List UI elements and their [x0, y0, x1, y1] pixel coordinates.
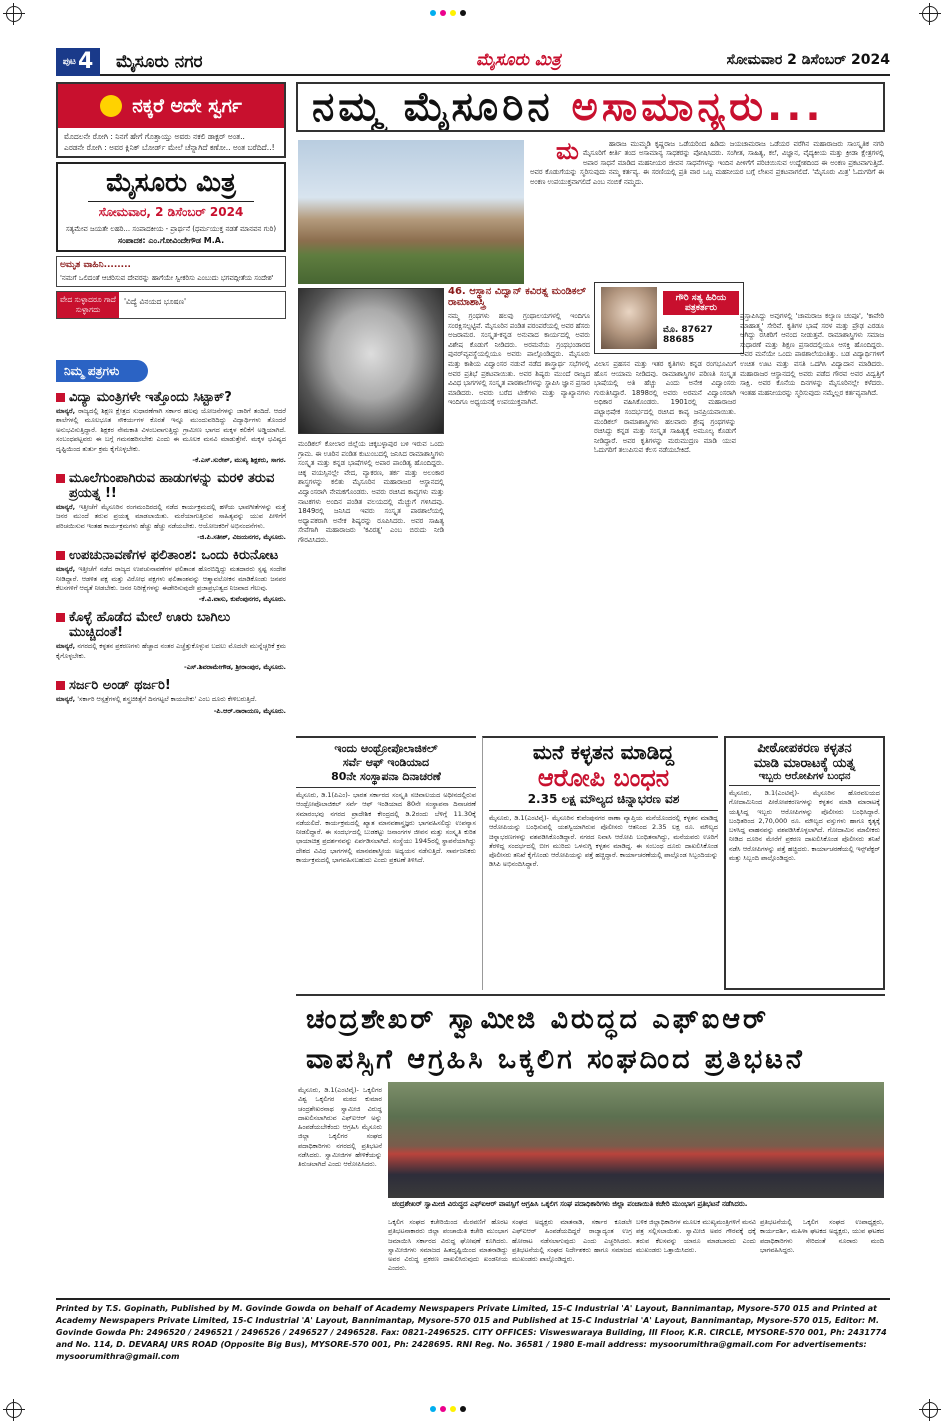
page-number-badge: $^{ಪುಟ}$4: [56, 48, 100, 76]
registration-mark: [6, 6, 22, 22]
story-theft: [482, 736, 718, 990]
masthead-box: [56, 162, 286, 252]
furniture-subtitle: ಇಬ್ಬರು ಆರೋಪಿಗಳ ಬಂಧನ: [729, 771, 880, 786]
protest-headline: [296, 994, 885, 1080]
letter-title: ಸರ್ಜರಿ ಅಂಡ್ ಥರ್ಜರಿ!: [69, 678, 171, 694]
laughing-face-icon: [100, 95, 122, 117]
feature-column-3: ವಿಲಾಸ ಪ್ರಹಸನ ಮತ್ತು ಇತರ ಕೃತಿಗಳು ಕನ್ನಡ ರಂಗಭೂಮಿಗೆ ಹೊಸ ಆಯಾಮ ನೀಡಿದವು. ರಾಮಾಶಾಸ್ತ್ರಿಗಳ ಪರಿಣತಿ ಸಂಸ್ಕೃತ ಭಾಷೆಯಲ್ಲಿ ಅತಿ ಹೆಚ್ಚು ಎಂದು ಅನೇಕ ವಿದ್ವಾಂಸರು ಗುರುತಿಸಿದ್ದಾರೆ. 1898ರಲ್ಲಿ ಅವರು ಅರಮನೆ ವಿದ್ವಾಂಸರಾಗಿ ಅಧಿಕಾರ ವಹಿಸಿಕೊಂಡರು. 1901ರಲ್ಲಿ ಮಹಾರಾಜರ ಪಟ್ಟಾಭಿಷೇಕ ಸಂದರ್ಭದಲ್ಲಿ ರಚಿಸಿದ ಕಾವ್ಯ ಜನಪ್ರಿಯವಾಯಿತು. ಮಂಡಿಕಲ್ ರಾಮಾಶಾಸ್ತ್ರಿಗಳು ಹಲವಾರು ಶ್ರೇಷ್ಠ ಗ್ರಂಥಗಳನ್ನು ರಚಿಸಿದ್ದು ಕನ್ನಡ ಮತ್ತು ಸಂಸ್ಕೃತ ಸಾಹಿತ್ಯಕ್ಕೆ ಅಮೂಲ್ಯ ಕೊಡುಗೆ ನೀಡಿದ್ದಾರೆ. ಅವರ ಕೃತಿಗಳನ್ನು ಮರುಮುದ್ರಣ ಮಾಡಿ ಯುವ ಓದುಗರಿಗೆ ತಲುಪಿಸುವ ಕೆಲಸ ನಡೆಯಬೇಕಿದೆ.: [594, 360, 736, 455]
section-name: ಮೈಸೂರು ನಗರ: [116, 52, 203, 72]
letter-item: [56, 610, 286, 672]
protest-photo: [388, 1082, 884, 1198]
feature-column-4: ಪ್ರಸ್ತಾಪಿಸಿದ್ದು ಅವುಗಳಲ್ಲಿ 'ಚಾಮರಾಜ ಕಲ್ಯಾಣ ಚಂಪೂ', 'ಕಾವೇರಿ ಮಾಹಾತ್ಮ್ಯ' ಸೇರಿವೆ. ಕೃತಿಗಳ ಭಾಷೆ ಸರಳ ಮತ್ತು ಪ್ರೌಢ ಎರಡೂ ಆಗಿದ್ದು ರಸಿಕರಿಗೆ ಆನಂದ ನೀಡುತ್ತವೆ. ರಾಮಾಶಾಸ್ತ್ರಿಗಳು ಸಮಾಜ ಸುಧಾರಣೆ ಮತ್ತು ಶಿಕ್ಷಣ ಪ್ರಸಾರದಲ್ಲಿಯೂ ಆಸಕ್ತಿ ಹೊಂದಿದ್ದರು. ಅವರ ಮನೆಯೇ ಒಂದು ಪಾಠಶಾಲೆಯಂತಿತ್ತು. ಬಡ ವಿದ್ಯಾರ್ಥಿಗಳಿಗೆ ಉಚಿತ ಊಟ ಮತ್ತು ವಸತಿ ಒದಗಿಸಿ ವಿದ್ಯಾದಾನ ಮಾಡಿದರು. ಮಹಾರಾಜರ ಆಸ್ಥಾನದಲ್ಲಿ ಅವರು ಪಡೆದ ಗೌರವ ಅವರ ವಿದ್ವತ್ತಿಗೆ ಸಾಕ್ಷಿ. ಅವರ ಕೊನೆಯ ದಿನಗಳನ್ನು ಮೈಸೂರಿನಲ್ಲೇ ಕಳೆದರು. ಇಂತಹ ಮಹನೀಯರನ್ನು ಸ್ಮರಿಸುವುದು ನಮ್ಮೆಲ್ಲರ ಕರ್ತವ್ಯವಾಗಿದೆ.: [740, 312, 884, 397]
amrutha-title: ಅಮೃತ ವಾಹಿನಿ........: [60, 260, 131, 270]
masthead-date: ಸೋಮವಾರ, 2 ಡಿಸೆಂಬರ್ 2024: [98, 205, 244, 219]
protest-headline-1: ಚಂದ್ರಶೇಖರ್ ಸ್ವಾಮೀಜಿ ವಿರುದ್ಧದ ಎಫ್‌ಐಆರ್: [306, 1004, 770, 1035]
letter-title: ಉಪಚುನಾವಣೆಗಳ ಫಲಿತಾಂಶ: ಒಂದು ಕಿರುನೋಟ: [69, 548, 279, 564]
feature-intro: [530, 140, 884, 286]
registration-mark: [922, 6, 938, 22]
protest-column-d: ಪ್ರತಿಭಟನೆಯಲ್ಲಿ ಒಕ್ಕಲಿಗ ಸಂಘದ ಉಪಾಧ್ಯಕ್ಷರು, ಕಾರ್ಯದರ್ಶಿ, ಮಹಿಳಾ ಘಟಕದ ಅಧ್ಯಕ್ಷರು, ಯುವ ಘಟಕದ ಪದಾಧಿಕಾರಿಗಳು ಸೇರಿದಂತೆ ನೂರಾರು ಮಂದಿ ಭಾಗವಹಿಸಿದ್ದರು.: [760, 1218, 884, 1254]
story-survey: [296, 736, 476, 990]
proverb-text: 'ವಿದ್ಯೆ ವಿನಯದ ಭೂಷಣ': [124, 297, 187, 306]
letter-salute: ಮಾನ್ಯರೆ,: [56, 565, 76, 574]
protest-column-c: ಬಳಿಕ ಜಿಲ್ಲಾಧಿಕಾರಿಗಳ ಮೂಲಕ ಮುಖ್ಯಮಂತ್ರಿಗಳಿಗೆ ಮನವಿ ಪತ್ರ ಸಲ್ಲಿಸಲಾಯಿತು. ಸ್ವಾಮೀಜಿ ಅವರ ಗೌರವಕ್ಕೆ ಧಕ್ಕೆ ತರುವ ಕೆಲಸವನ್ನು ಯಾರೂ ಮಾಡಬಾರದು ಎಂದು ಮುಖಂಡರು ಒತ್ತಾಯಿಸಿದರು.: [636, 1218, 756, 1254]
letter-salute: ಮಾನ್ಯರೆ,: [56, 642, 76, 651]
bullet-square-icon: [56, 474, 65, 483]
feature-intro-text: ಹಾರಾಜ ಮುಮ್ಮಡಿ ಕೃಷ್ಣರಾಜ ಒಡೆಯರಿಂದ ಹಿಡಿದು ಜಯಚಾಮರಾಜ ಒಡೆಯರ ವರೆಗಿನ ಮಹಾರಾಜರು ಸಾಂಸ್ಕೃತಿಕ ನಗರಿ ಮೈಸೂರಿಗೆ ಕೀರ್ತಿ ತಂದ ಅಸಾಮಾನ್ಯ ಸಾಧಕರನ್ನು ಪೋಷಿಸಿದರು. ಸಂಗೀತ, ಸಾಹಿತ್ಯ, ಕಲೆ, ವಿಜ್ಞಾನ, ವೈದ್ಯಕೀಯ ಮತ್ತು ಕ್ರೀಡಾ ಕ್ಷೇತ್ರಗಳಲ್ಲಿ ಅಪಾರ ಸಾಧನೆ ಮಾಡಿದ ಮಹನೀಯರ ಜೀವನ ಸಾಧನೆಗಳನ್ನು ಇಂದಿನ ಪೀಳಿಗೆಗೆ ಪರಿಚಯಿಸುವ ಉದ್ದೇಶದಿಂದ ಈ ಅಂಕಣ ಪ್ರಕಟವಾಗುತ್ತಿದೆ. ಅವರ ಕೊಡುಗೆಯನ್ನು ಸ್ಮರಿಸುವುದು ನಮ್ಮ ಕರ್ತವ್ಯ. ಈ ಸರಣಿಯಲ್ಲಿ ಪ್ರತಿ ವಾರ ಒಬ್ಬ ಮಹನೀಯರ ಬಗ್ಗೆ ಲೇಖನ ಪ್ರಕಟವಾಗಲಿದೆ. 'ಮೈಸೂರು ಮಿತ್ರ' ಓದುಗರಿಗೆ ಈ ಅಂಕಣ ಉಪಯುಕ್ತವಾಗಲಿದೆ ಎಂಬ ನಂಬಿಕೆ ನಮ್ಮದು.: [530, 140, 884, 186]
masthead-logo: ಮೈಸೂರು ಮಿತ್ರ: [88, 164, 254, 202]
paper-name: ಮೈಸೂರು ಮಿತ್ರ: [476, 50, 561, 70]
theft-title-2: ಆರೋಪಿ ಬಂಧನ: [537, 764, 670, 792]
feature-headline-red: ಅಸಾಮಾನ್ಯರು...: [571, 84, 825, 130]
feature-headline-black: ನಮ್ಮ ಮೈಸೂರಿನ: [312, 84, 554, 130]
feature-headline: [296, 82, 885, 132]
letter-signature: -ಪಿ.ಆರ್.ನಾರಾಯಣ, ಮೈಸೂರು.: [213, 706, 286, 715]
letter-salute: ಮಾನ್ಯರೆ,: [56, 503, 76, 512]
survey-title-3: 80ನೇ ಸಂಸ್ಥಾಪನಾ ದಿನಾಚರಣೆ: [296, 770, 476, 788]
letter-signature: -ಕೆ.ಎಸ್.ಸುರೇಶ್, ಮುಖ್ಯ ಶಿಕ್ಷಕರು, ಸಾಗರ.: [192, 456, 286, 465]
theft-title-1: ಮನೆ ಕಳ್ಳತನ ಮಾಡಿದ್ದ: [532, 740, 675, 764]
author-name: ಗೌರಿ ಸತ್ಯ ಹಿರಿಯ ಪತ್ರಕರ್ತರು: [663, 291, 739, 315]
furniture-title-1: ಪೀಠೋಪಕರಣ ಕಳ್ಳತನ: [757, 741, 852, 756]
story-furniture-theft: [724, 736, 885, 990]
letter-body: ರಾಜ್ಯದಲ್ಲಿ ಶಿಕ್ಷಣ ಕ್ಷೇತ್ರದ ಸುಧಾರಣೆಗಾಗಿ ಸರ್ಕಾರ ಹಲವು ಯೋಜನೆಗಳನ್ನು ಜಾರಿಗೆ ತಂದಿದೆ. ಆದರೆ ಶಾಲೆಗಳಲ್ಲಿ ಮೂಲಭೂತ ಸೌಕರ್ಯಗಳ ಕೊರತೆ ಇನ್ನೂ ಮುಂದುವರಿದಿದ್ದು ವಿದ್ಯಾರ್ಥಿಗಳು ತೊಂದರೆ ಅನುಭವಿಸುತ್ತಿದ್ದಾರೆ. ಶಿಕ್ಷಕರ ನೇಮಕಾತಿ ವಿಳಂಬವಾಗುತ್ತಿದ್ದು ಗ್ರಾಮೀಣ ಭಾಗದ ಮಕ್ಕಳ ಕಲಿಕೆಗೆ ಅಡ್ಡಿಯಾಗಿದೆ. ಸಂಬಂಧಪಟ್ಟವರು ಈ ಬಗ್ಗೆ ಗಮನಹರಿಸಬೇಕು ಎಂದು ಈ ಮೂಲಕ ಮನವಿ ಮಾಡುತ್ತೇನೆ. ಮಕ್ಕಳ ಭವಿಷ್ಯದ ದೃಷ್ಟಿಯಿಂದ ತುರ್ತು ಕ್ರಮ ಕೈಗೊಳ್ಳಬೇಕು.: [56, 407, 286, 453]
survey-body: ಮೈಸೂರು, ಡಿ.1(ಪಿಎಂ)- ಭಾರತ ಸರ್ಕಾರದ ಸಂಸ್ಕೃತಿ ಸಚಿವಾಲಯದ ಅಧೀನದಲ್ಲಿರುವ ಆಂಥ್ರೋಪೊಲಾಜಿಕಲ್ ಸರ್ವೆ ಆಫ್ ಇಂಡಿಯಾದ 80ನೇ ಸಂಸ್ಥಾಪನಾ ದಿನಾಚರಣೆ ಸಮಾರಂಭವು ನಗರದ ಪ್ರಾದೇಶಿಕ ಕೇಂದ್ರದಲ್ಲಿ ಡಿ.2ರಂದು ಬೆಳಿಗ್ಗೆ 11.30ಕ್ಕೆ ನಡೆಯಲಿದೆ. ಕಾರ್ಯಕ್ರಮದಲ್ಲಿ ಖ್ಯಾತ ಮಾನವಶಾಸ್ತ್ರಜ್ಞರು ಭಾಗವಹಿಸಲಿದ್ದು ಉಪನ್ಯಾಸ ನೀಡಲಿದ್ದಾರೆ. ಈ ಸಂದರ್ಭದಲ್ಲಿ ಬುಡಕಟ್ಟು ಜನಾಂಗಗಳ ಜೀವನ ಮತ್ತು ಸಂಸ್ಕೃತಿ ಕುರಿತ ಛಾಯಾಚಿತ್ರ ಪ್ರದರ್ಶನವನ್ನು ಏರ್ಪಡಿಸಲಾಗಿದೆ. ಸಂಸ್ಥೆಯು 1945ರಲ್ಲಿ ಸ್ಥಾಪನೆಯಾಗಿದ್ದು ದೇಶದ ವಿವಿಧ ಭಾಗಗಳಲ್ಲಿ ಮಾನವಶಾಸ್ತ್ರೀಯ ಅಧ್ಯಯನ ನಡೆಸುತ್ತಿದೆ. ಸಾರ್ವಜನಿಕರು ಕಾರ್ಯಕ್ರಮದಲ್ಲಿ ಭಾಗವಹಿಸಬಹುದು ಎಂದು ಪ್ರಕಟಣೆ ತಿಳಿಸಿದೆ.: [296, 791, 476, 865]
bullet-square-icon: [56, 551, 65, 560]
letter-body: ನಗರದಲ್ಲಿ ಕಳ್ಳತನ ಪ್ರಕರಣಗಳು ಹೆಚ್ಚಾದ ನಂತರ ಎಚ್ಚೆತ್ತುಕೊಳ್ಳುವ ಬದಲು ಮೊದಲೇ ಮುನ್ನೆಚ್ಚರಿಕೆ ಕ್ರಮ ಕೈಗೊಳ್ಳಬೇಕು.: [56, 642, 286, 660]
bullet-square-icon: [56, 681, 65, 690]
letter-salute: ಮಾನ್ಯರೆ,: [56, 695, 76, 704]
proverb-label: ವೇದ ಸುಳ್ಳಾದರೂ ಗಾದೆ ಸುಳ್ಳಾಗದು: [57, 292, 119, 318]
humour-banner: [58, 84, 284, 128]
author-box: [594, 282, 744, 354]
drop-cap: ಮ: [556, 140, 579, 165]
feature-column-1: ಮಂಡಿಕಲ್ ಕೋಲಾರ ಜಿಲ್ಲೆಯ ಚಿಕ್ಕಬಳ್ಳಾಪುರ ಬಳಿ ಇರುವ ಒಂದು ಗ್ರಾಮ. ಈ ಊರಿನ ಪಂಡಿತ ಕುಟುಂಬದಲ್ಲಿ ಜನಿಸಿದ ರಾಮಾಶಾಸ್ತ್ರಿಗಳು ಸಂಸ್ಕೃತ ಮತ್ತು ಕನ್ನಡ ಭಾಷೆಗಳಲ್ಲಿ ಅಪಾರ ಪಾಂಡಿತ್ಯ ಹೊಂದಿದ್ದರು. ಚಿಕ್ಕ ವಯಸ್ಸಿನಲ್ಲೇ ವೇದ, ವ್ಯಾಕರಣ, ತರ್ಕ ಮತ್ತು ಅಲಂಕಾರ ಶಾಸ್ತ್ರಗಳನ್ನು ಕಲಿತು ಮೈಸೂರಿನ ಮಹಾರಾಜರ ಆಸ್ಥಾನದಲ್ಲಿ ವಿದ್ವಾಂಸರಾಗಿ ನೇಮಕಗೊಂಡರು. ಅವರು ರಚಿಸಿದ ಕಾವ್ಯಗಳು ಮತ್ತು ನಾಟಕಗಳು ಅಂದಿನ ಪಂಡಿತ ವಲಯದಲ್ಲಿ ಮೆಚ್ಚುಗೆ ಗಳಿಸಿದವು. 1849ರಲ್ಲಿ ಜನಿಸಿದ ಇವರು ಸಂಸ್ಕೃತ ಪಾಠಶಾಲೆಯಲ್ಲಿ ಅಧ್ಯಾಪಕರಾಗಿ ಅನೇಕ ಶಿಷ್ಯರನ್ನು ರೂಪಿಸಿದರು. ಅವರ ಸಾಹಿತ್ಯ ಸೇವೆಗಾಗಿ ಮಹಾರಾಜರು 'ಕವಿರತ್ನ' ಎಂಬ ಬಿರುದು ನೀಡಿ ಗೌರವಿಸಿದರು.: [298, 440, 444, 544]
protest-photo-caption: ಚಂದ್ರಶೇಖರ್ ಸ್ವಾಮೀಜಿ ವಿರುದ್ಧದ ಎಫ್‌ಐಆರ್ ವಾಪಸ್ಸಿಗೆ ಆಗ್ರಹಿಸಿ ಒಕ್ಕಲಿಗ ಸಂಘ ಪದಾಧಿಕಾರಿಗಳು ಜಿಲ್ಲಾ ಪಂಚಾಯಿತಿ ಕಚೇರಿ ಮುಂಭಾಗ ಪ್ರತಿಭಟನೆ ನಡೆಸಿದರು.: [392, 1200, 748, 1208]
dialogue-line: ಎರಡನೇ ರೋಗಿ : ಅವರ ಕ್ಲಿನಿಕ್ ಬೋರ್ಡ್‌ ಮೇಲೆ ಚೆನ್ನಾಗಿದೆ ಕಣೋ.. ಅಂತ ಬರೆದಿದೆ..!: [64, 143, 275, 152]
letter-title: ವಿದ್ಯಾ ಮಂತ್ರಿಗಳೇ ಇತ್ತೊಂದು ಸಿಟ್ಟಾಕ್?: [69, 390, 232, 405]
registration-mark: [922, 1402, 938, 1418]
letter-body: ಇತ್ತೀಚೆಗೆ ನಡೆದ ರಾಜ್ಯದ ಉಪಚುನಾವಣೆಗಳ ಫಲಿತಾಂಶ ಹೊರಬಿದ್ದಿದ್ದು ಮತದಾರರು ಸ್ಪಷ್ಟ ಸಂದೇಶ ನೀಡಿದ್ದಾರೆ. ಆಡಳಿತ ಪಕ್ಷ ಮತ್ತು ವಿರೋಧ ಪಕ್ಷಗಳು ಫಲಿತಾಂಶವನ್ನು ಆತ್ಮಾವಲೋಕನ ಮಾಡಿಕೊಂಡು ಜನಪರ ಕೆಲಸಗಳಿಗೆ ಆದ್ಯತೆ ನೀಡಬೇಕು. ಜನರ ನಿರೀಕ್ಷೆಗಳನ್ನು ಈಡೇರಿಸುವುದೇ ಪ್ರಜಾಪ್ರಭುತ್ವದ ನಿಜವಾದ ಗೆಲುವು.: [56, 565, 286, 593]
furniture-title-2: ಮಾಡಿ ಮಾರಾಟಕ್ಕೆ ಯತ್ನ: [753, 756, 856, 771]
letter-signature: -ಜಿ.ಪಿ.ಸತೀಶ್, ವಿಜಯನಗರ, ಮೈಸೂರು.: [197, 533, 286, 542]
color-dots: [430, 1406, 466, 1412]
letter-signature: -ಕೆ.ವಿ.ವಾಸು, ಕುವೆಂಪುನಗರ, ಮೈಸೂರು.: [198, 595, 286, 604]
protest-column-a: ಒಕ್ಕಲಿಗ ಸಂಘದ ಕಚೇರಿಯಿಂದ ಮೆರವಣಿಗೆ ಹೊರಟ ಪ್ರತಿಭಟನಾಕಾರರು ಜಿಲ್ಲಾ ಪಂಚಾಯಿತಿ ಕಚೇರಿ ಮುಂಭಾಗ ಜಮಾಯಿಸಿ ಸರ್ಕಾರದ ವಿರುದ್ಧ ಘೋಷಣೆ ಕೂಗಿದರು. ಸ್ವಾಮೀಜಿಗಳು ಸಮಾಜದ ಹಿತದೃಷ್ಟಿಯಿಂದ ಮಾತನಾಡಿದ್ದು ಅವರ ವಿರುದ್ಧ ಪ್ರಕರಣ ದಾಖಲಿಸಿರುವುದು ಖಂಡನೀಯ ಎಂದರು.: [388, 1218, 508, 1273]
protest-lead: ಮೈಸೂರು, ಡಿ.1(ಎಂಟಿವೈ)- ಒಕ್ಕಲಿಗರ ವಿಶ್ವ ಒಕ್ಕಲಿಗರ ಮಠದ ಕುಮಾರ ಚಂದ್ರಶೇಖರನಾಥ ಸ್ವಾಮೀಜಿ ವಿರುದ್ಧ ದಾಖಲಿಸಲಾಗಿರುವ ಎಫ್‌ಐಆರ್ ಅನ್ನು ಹಿಂಪಡೆಯಬೇಕೆಂದು ಆಗ್ರಹಿಸಿ ಮೈಸೂರು ಜಿಲ್ಲಾ ಒಕ್ಕಲಿಗರ ಸಂಘದ ಪದಾಧಿಕಾರಿಗಳು ನಗರದಲ್ಲಿ ಪ್ರತಿಭಟನೆ ನಡೆಸಿದರು. ಸ್ವಾಮೀಜಿಗಳ ಹೇಳಿಕೆಯನ್ನು ತಿರುಚಲಾಗಿದೆ ಎಂದು ಆರೋಪಿಸಿದರು.: [298, 1086, 382, 1169]
survey-title-2: ಸರ್ವೆ ಆಫ್ ಇಂಡಿಯಾದ: [342, 756, 430, 769]
registration-mark: [6, 1402, 22, 1418]
mysore-palace-photo: [298, 140, 524, 284]
dialogue-line: ಮೊದಲನೇ ರೋಗಿ : ನಿನಗೆ ಹೇಗೆ ಗೊತ್ತಾಯ್ತು ಅವರು ನಕಲಿ ಡಾಕ್ಟರ್ ಅಂತ..: [64, 132, 245, 141]
author-phone: ಮೊ. 87627 88685: [663, 325, 713, 345]
theft-body: ಮೈಸೂರು, ಡಿ.1(ಎಂಟಿವೈ)- ಮೈಸೂರಿನ ಕುವೆಂಪುನಗರ ಠಾಣಾ ವ್ಯಾಪ್ತಿಯ ಮನೆಯೊಂದರಲ್ಲಿ ಕಳ್ಳತನ ಮಾಡಿದ್ದ ಆರೋಪಿಯನ್ನು ಬಂಧಿಸುವಲ್ಲಿ ಯಶಸ್ವಿಯಾಗಿರುವ ಪೊಲೀಸರು ಆತನಿಂದ 2.35 ಲಕ್ಷ ರೂ. ಮೌಲ್ಯದ ಚಿನ್ನಾಭರಣಗಳನ್ನು ವಶಪಡಿಸಿಕೊಂಡಿದ್ದಾರೆ. ನಗರದ ನಿವಾಸಿ ಆರೋಪಿ ಬಂಧಿತನಾಗಿದ್ದು, ಮನೆಯವರು ಊರಿಗೆ ತೆರಳಿದ್ದ ಸಂದರ್ಭದಲ್ಲಿ ಬೀಗ ಮುರಿದು ಒಳನುಗ್ಗಿ ಕಳ್ಳತನ ಮಾಡಿದ್ದ. ಈ ಸಂಬಂಧ ದೂರು ದಾಖಲಿಸಿಕೊಂಡ ಪೊಲೀಸರು ತನಿಖೆ ಕೈಗೊಂಡು ಆರೋಪಿಯನ್ನು ಪತ್ತೆ ಹಚ್ಚಿದ್ದಾರೆ. ಕಾರ್ಯಾಚರಣೆಯಲ್ಲಿ ಪಾಲ್ಗೊಂಡ ಸಿಬ್ಬಂದಿಯನ್ನು ಡಿಸಿಪಿ ಅಭಿನಂದಿಸಿದ್ದಾರೆ.: [489, 814, 718, 869]
letter-item: [56, 548, 286, 604]
proverb-box: [56, 291, 286, 319]
color-dots: [430, 10, 466, 16]
masthead-tagline: ಸತ್ಯಮೇವ ಜಯತೇ ಲಹರಿ... ಸಂಪಾದಕೀಯ - ಪ್ರಾರ್ಥನೆ (ಧರ್ಮಯುಕ್ತ ನಡತೆ ಮಾನವನ ಗುರಿ): [65, 225, 277, 233]
protest-column-b: ಸಂಘದ ಅಧ್ಯಕ್ಷರು ಮಾತನಾಡಿ, ಸರ್ಕಾರ ಕೂಡಲೇ ಎಫ್‌ಐಆರ್ ಹಿಂಪಡೆಯದಿದ್ದರೆ ರಾಜ್ಯಾದ್ಯಂತ ಉಗ್ರ ಹೋರಾಟ ನಡೆಸಲಾಗುವುದು ಎಂದು ಎಚ್ಚರಿಸಿದರು. ಪ್ರತಿಭಟನೆಯಲ್ಲಿ ಸಂಘದ ನಿರ್ದೇಶಕರು ಹಾಗೂ ಸಮಾಜದ ಮುಖಂಡರು ಪಾಲ್ಗೊಂಡಿದ್ದರು.: [512, 1218, 632, 1264]
letter-title: ಮೂಲೆಗುಂಪಾಗಿರುವ ಹಾಡುಗಳನ್ನು ಮರಳಿ ತರುವ ಪ್ರಯತ್ನ !!: [69, 471, 275, 502]
theft-subtitle: 2.35 ಲಕ್ಷ ಮೌಲ್ಯದ ಚಿನ್ನಾಭರಣ ವಶ: [489, 792, 718, 811]
bullet-square-icon: [56, 393, 65, 402]
letter-body: ಇತ್ತೀಚೆಗೆ ಮೈಸೂರಿನ ರಂಗಮಂದಿರದಲ್ಲಿ ನಡೆದ ಕಾರ್ಯಕ್ರಮದಲ್ಲಿ ಹಳೆಯ ಭಾವಗೀತೆಗಳನ್ನು ಮತ್ತೆ ಜನರ ಮುಂದೆ ತರುವ ಪ್ರಯತ್ನ ಮಾಡಲಾಯಿತು. ಮರೆಯಾಗುತ್ತಿರುವ ಸಾಹಿತ್ಯವನ್ನು ಯುವ ಪೀಳಿಗೆಗೆ ಪರಿಚಯಿಸುವ ಇಂತಹ ಕಾರ್ಯಕ್ರಮಗಳು ಹೆಚ್ಚು ಹೆಚ್ಚು ನಡೆಯಬೇಕು. ಆಯೋಜಕರಿಗೆ ಅಭಿನಂದನೆಗಳು.: [56, 503, 286, 530]
letter-salute: ಮಾನ್ಯರೆ,: [56, 407, 76, 415]
letter-body: 'ಸರ್ಕಾರಿ ಆಸ್ಪತ್ರೆಗಳಲ್ಲಿ ಶಸ್ತ್ರಚಿಕಿತ್ಸೆಗೆ ದಿನಗಟ್ಟಲೆ ಕಾಯಬೇಕು' ಎಂಬ ದೂರು ಕೇಳಿಬರುತ್ತಿದೆ.: [77, 695, 257, 704]
letter-item: [56, 678, 286, 715]
amrutha-quote: 'ನಮಗೆ ಒಲಿದಂತೆ ಆಚರಿಸುವ ದೇವರನ್ನು ಹಾಗೆಯೇ ಸ್ವೀಕರಿಸು ಎಂಬುದು ಭಗವದ್ಗೀತೆಯ ಸಂದೇಶ': [60, 274, 274, 282]
letter-title: ಕೊಳ್ಳೆ ಹೊಡೆದ ಮೇಲೆ ಊರು ಬಾಗಿಲು ಮುಚ್ಚಿದಂತೆ!: [69, 610, 231, 641]
amrutha-vahini-box: [56, 256, 286, 287]
letters-column: [56, 384, 286, 1294]
letter-signature: -ಎಸ್.ಶಿವರಾಮೇಗೌಡ, ಶ್ರೀರಾಂಪುರ, ಮೈಸೂರು.: [184, 663, 286, 672]
masthead-editor: ಸಂಪಾದಕ: ಎಂ.ಗೋವಿಂದೇಗೌಡ M.A.: [117, 236, 225, 245]
left-column-top: [56, 82, 286, 319]
page-header: [56, 48, 890, 76]
humour-dialogue: [58, 128, 284, 156]
letter-item: [56, 471, 286, 542]
letter-item: [56, 390, 286, 465]
author-photo: [601, 287, 657, 349]
imprint-footer: Printed by T.S. Gopinath, Published by M. Govinde Gowda on behalf of Academy Newspapers Private Limited, 15-C Industrial 'A' Layout, Bannimantap, Mysore-570 015 and Printed at Academy Newspapers Private Limited, 15-C Industrial 'A' Layout, Bannimantap, Mysore-570 015 and Published at 15-C Industrial 'A' Layout, Bannimantap, Mysore-570 015, Editor: M. Govinde Gowda Ph: 2496520 / 2496521 / 2496526 / 2496527 / 2496528. Fax: 0821-2496525. CITY OFFICES: Visweswaraya Building, III Floor, K.R. CIRCLE, MYSORE-570 001, Ph: 2431774 and No. 114, D. DEVARAJ URS ROAD (Opposite Big Bus), MYSORE-570 001, Ph: 2428695. RNI Reg. No. 36581 / 1980 E-mail address: mysoorumithra@gmail.com For advertisements: mysoorumithra@gmail.com: [56, 1298, 890, 1363]
bullet-square-icon: [56, 613, 65, 622]
letters-section-tag: ನಿಮ್ಮ ಪತ್ರಗಳು: [56, 360, 148, 382]
survey-title-1: ಇಂದು ಆಂಥ್ರೋಪೊಲಾಜಿಕಲ್: [334, 742, 438, 755]
ramashastri-portrait: [298, 288, 444, 434]
humour-title: ನಕ್ಕರೆ ಅದೇ ಸ್ವರ್ಗ: [132, 95, 242, 117]
series-title: 46. ಆಸ್ಥಾನ ವಿದ್ವಾನ್ ಕವಿರತ್ನ ಮಂಡಿಕಲ್ ರಾಮಾಶಾಸ್ತ್ರಿ: [448, 286, 587, 308]
furniture-body: ಮೈಸೂರು, ಡಿ.1(ಎಂಟಿವೈ)- ಮೈಸೂರಿನ ಹೊರವಲಯದ ಗೋದಾಮಿನಿಂದ ಪೀಠೋಪಕರಣಗಳನ್ನು ಕಳ್ಳತನ ಮಾಡಿ ಮಾರಾಟಕ್ಕೆ ಯತ್ನಿಸಿದ್ದ ಇಬ್ಬರು ಆರೋಪಿಗಳನ್ನು ಪೊಲೀಸರು ಬಂಧಿಸಿದ್ದಾರೆ. ಬಂಧಿತರಿಂದ 2,70,000 ರೂ. ಮೌಲ್ಯದ ವಸ್ತುಗಳು ಹಾಗೂ ಕೃತ್ಯಕ್ಕೆ ಬಳಸಿದ್ದ ವಾಹನವನ್ನು ವಶಪಡಿಸಿಕೊಳ್ಳಲಾಗಿದೆ. ಗೋದಾಮಿನ ಮಾಲೀಕರು ನೀಡಿದ ದೂರಿನ ಮೇರೆಗೆ ಪ್ರಕರಣ ದಾಖಲಿಸಿಕೊಂಡ ಪೊಲೀಸರು ತನಿಖೆ ನಡೆಸಿ ಆರೋಪಿಗಳನ್ನು ಪತ್ತೆ ಹಚ್ಚಿದರು. ಕಾರ್ಯಾಚರಣೆಯಲ್ಲಿ ಇನ್ಸ್‌ಪೆಕ್ಟರ್ ಮತ್ತು ಸಿಬ್ಬಂದಿ ಪಾಲ್ಗೊಂಡಿದ್ದರು.: [729, 789, 880, 863]
protest-headline-2: ವಾಪಸ್ಸಿಗೆ ಆಗ್ರಹಿಸಿ ಒಕ್ಕಲಿಗ ಸಂಘದಿಂದ ಪ್ರತಿಭಟನೆ: [306, 1044, 805, 1075]
feature-column-2: ನಮ್ಮ ಗ್ರಂಥಗಳು ಹಲವು ಗ್ರಂಥಾಲಯಗಳಲ್ಲಿ ಇಂದಿಗೂ ಸಂರಕ್ಷಿಸಲ್ಪಟ್ಟಿವೆ. ಮೈಸೂರಿನ ಪಂಡಿತ ಪರಂಪರೆಯಲ್ಲಿ ಅವರ ಹೆಸರು ಅಜರಾಮರ. ಸಂಸ್ಕೃತ-ಕನ್ನಡ ಅನುವಾದ ಕಾರ್ಯದಲ್ಲಿ ಅವರು ವಿಶೇಷ ಕೊಡುಗೆ ನೀಡಿದರು. ಅರಮನೆಯ ಗ್ರಂಥಭಂಡಾರದ ಪುನರ್‌ವ್ಯವಸ್ಥೆಯಲ್ಲಿಯೂ ಅವರು ಪಾಲ್ಗೊಂಡಿದ್ದರು. ಮೈಸೂರು ಮತ್ತು ಕಾಶಿಯ ವಿದ್ವಾಂಸರ ನಡುವೆ ನಡೆದ ಶಾಸ್ತ್ರಾರ್ಥ ಸಭೆಗಳಲ್ಲಿ ಅವರ ಪ್ರತಿಭೆ ಪ್ರಕಟವಾಯಿತು. ಅವರ ಶಿಷ್ಯರು ಮುಂದೆ ರಾಜ್ಯದ ವಿವಿಧ ಭಾಗಗಳಲ್ಲಿ ಸಂಸ್ಕೃತ ಪಾಠಶಾಲೆಗಳನ್ನು ಸ್ಥಾಪಿಸಿ ಜ್ಞಾನ ಪ್ರಸಾರ ಮಾಡಿದರು. ಅವರು ಬರೆದ ಟೀಕೆಗಳು ಮತ್ತು ವ್ಯಾಖ್ಯಾನಗಳು ಇಂದಿಗೂ ಅಧ್ಯಯನಕ್ಕೆ ಉಪಯುಕ್ತವಾಗಿವೆ.: [448, 312, 590, 407]
issue-date: ಸೋಮವಾರ 2 ಡಿಸೆಂಬರ್ 2024: [726, 52, 890, 68]
